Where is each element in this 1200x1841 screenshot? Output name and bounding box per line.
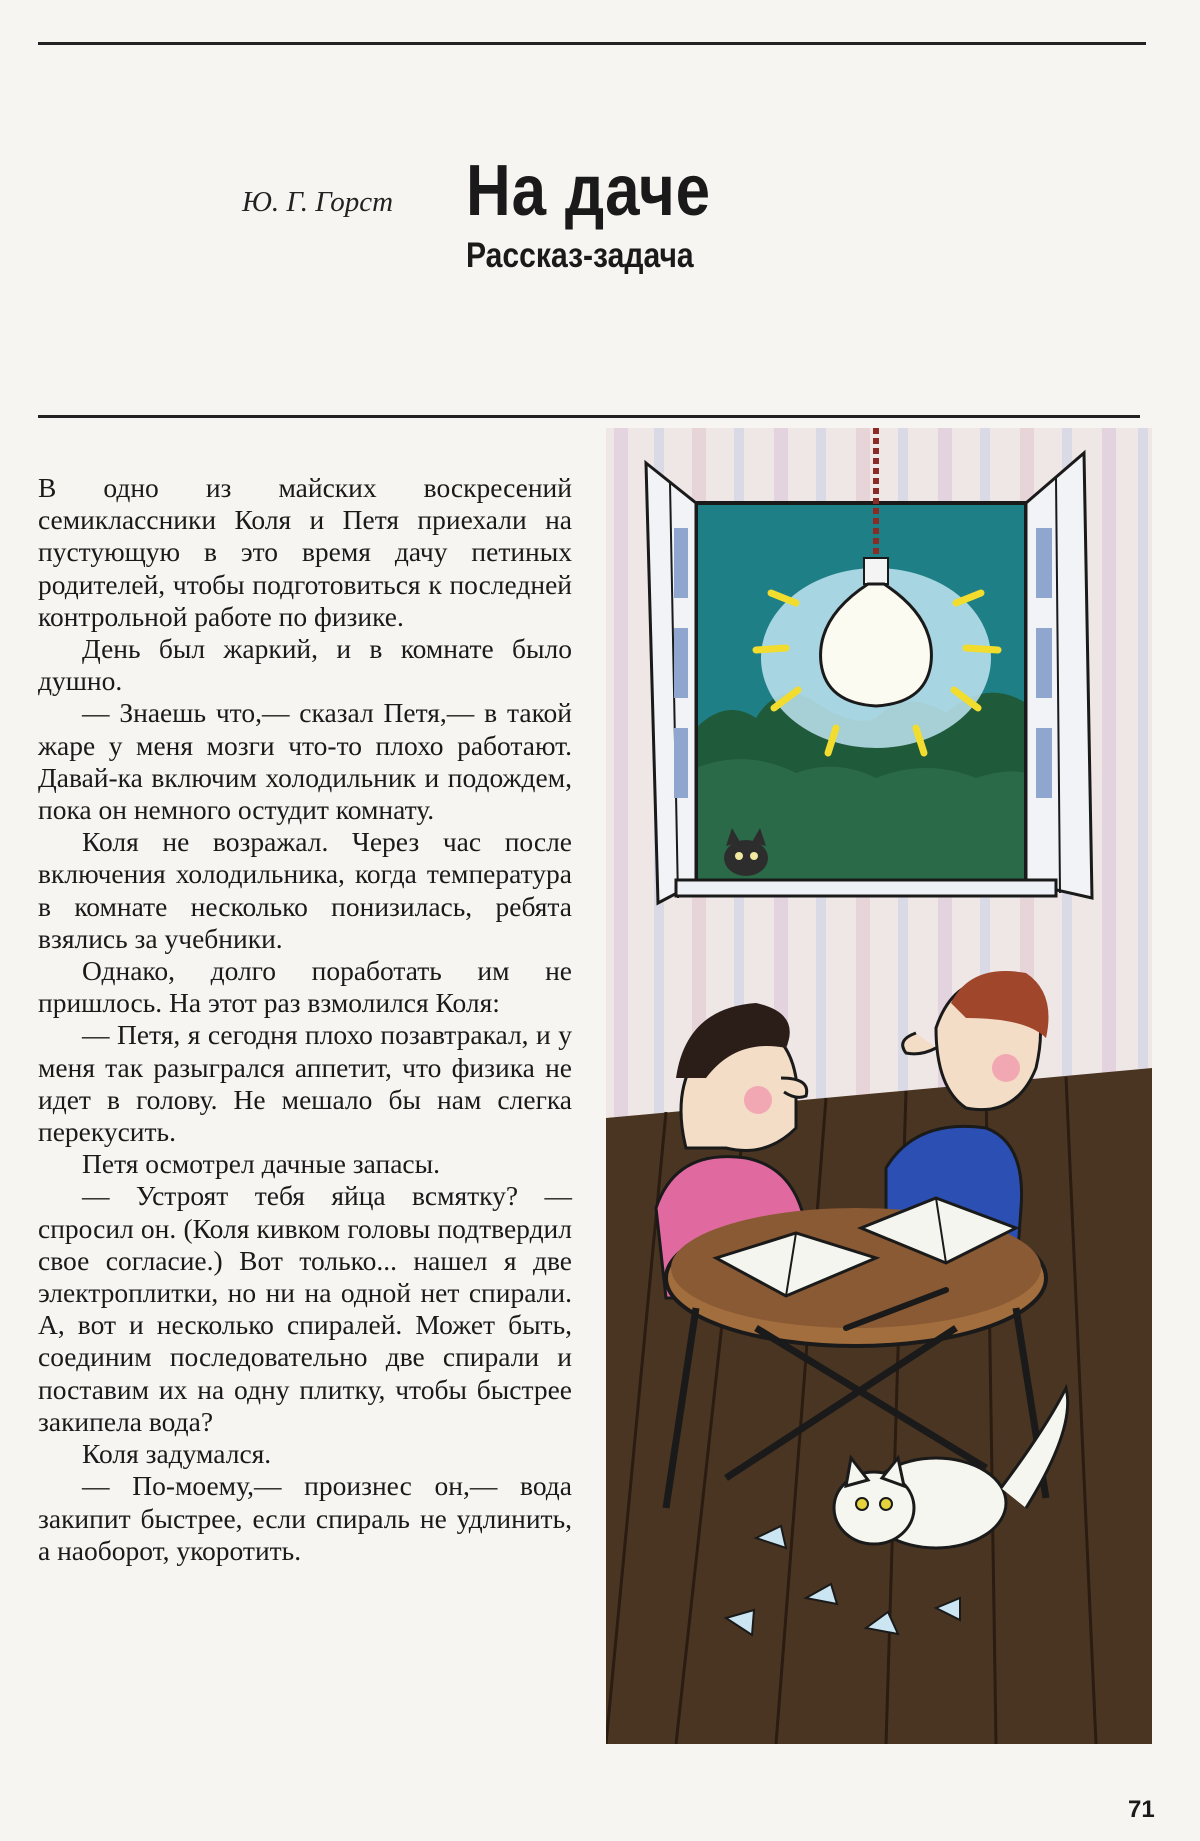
story-title: На даче xyxy=(466,151,711,231)
story-text xyxy=(38,472,572,1567)
story-paragraph: — По-моему,— произнес он,— вода закипит быстрее, если спираль не удлинить, а наоборот, укоротить. xyxy=(38,1470,572,1566)
story-paragraph: В одно из майских воскресений семиклассники Коля и Петя приехали на пустующую в это время дачу петиных родителей, чтобы подготовиться к последней контрольной работе по физике. xyxy=(38,472,572,632)
story-paragraph: Однако, долго поработать им не пришлось. На этот раз взмолился Коля: xyxy=(38,955,572,1019)
story-paragraph: Коля не возражал. Через час после включения холодильника, когда температура в комнате несколько понизилась, ребята взялись за учебники. xyxy=(38,826,572,954)
story-subtitle: Рассказ-задача xyxy=(466,236,694,275)
story-paragraph: — Петя, я сегодня плохо позавтракал, и у меня так разыгрался аппетит, что физика не идет в голову. Не мешало бы нам слегка перекусить. xyxy=(38,1019,572,1148)
story-paragraph: Петя осмотрел дачные запасы. xyxy=(82,1148,440,1180)
section-rule xyxy=(38,415,1140,418)
story-paragraph: — Устроят тебя яйца всмятку? — спросил он. (Коля кивком головы подтвердил свое согласие.) Вот только... нашел я две электроплитки, но ни на одной нет спирали. А, вот и несколько спиралей. Может быть, соединим последовательно две спирали и поставим их на одну плитку, чтобы быстрее закипела вода? xyxy=(38,1180,572,1437)
story-paragraph: — Знаешь что,— сказал Петя,— в такой жаре у меня мозги что-то плохо работают. Давай-ка включим холодильник и подождем, пока он немного остудит комнату. xyxy=(38,697,572,826)
story-paragraph: День был жаркий, и в комнате было душно. xyxy=(38,633,572,697)
page-number: 71 xyxy=(1128,1796,1155,1823)
top-rule xyxy=(38,42,1146,45)
story-paragraph: Коля задумался. xyxy=(82,1438,272,1470)
story-illustration xyxy=(606,428,1152,1744)
author-name: Ю. Г. Горст xyxy=(242,186,394,218)
